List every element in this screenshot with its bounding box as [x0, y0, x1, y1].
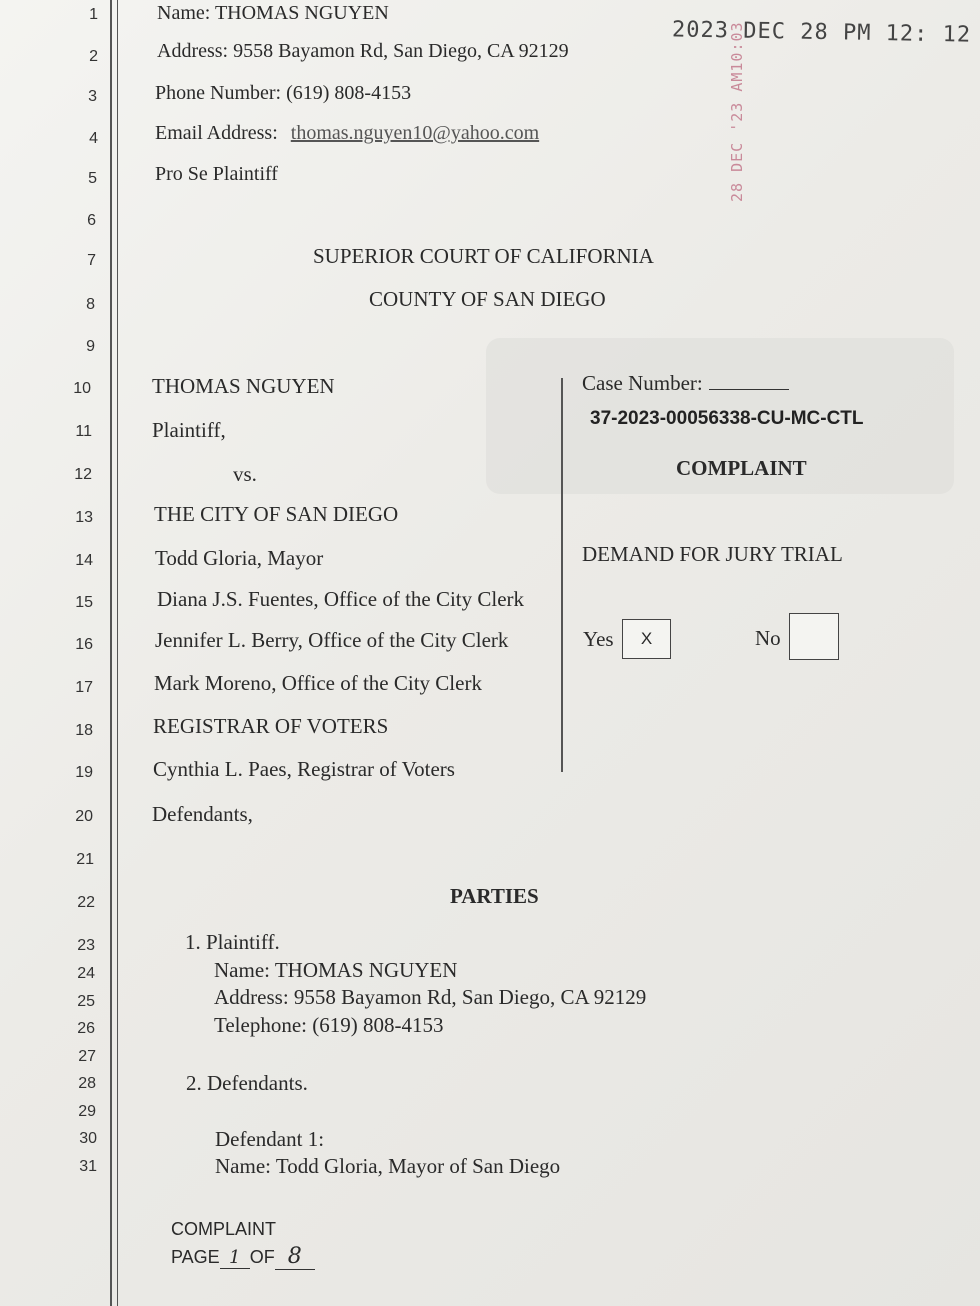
line-number: 9 [86, 338, 95, 355]
line-number: 24 [77, 965, 95, 982]
line-number: 8 [86, 296, 95, 313]
email-value: thomas.nguyen10@yahoo.com [290, 122, 540, 144]
party-1-phone: Telephone: (619) 808-4153 [214, 1013, 444, 1037]
footer-page-num: 1 [220, 1247, 250, 1269]
email-label: Email Address: [155, 122, 278, 144]
party-2-label: 2. Defendants. [186, 1071, 308, 1095]
caption-defendant-2: Todd Gloria, Mayor [155, 546, 324, 570]
party-1-address: Address: 9558 Bayamon Rd, San Diego, CA 92129 [214, 985, 647, 1009]
filer-email [155, 122, 539, 145]
defendant-1-name: Name: Todd Gloria, Mayor of San Diego [215, 1154, 561, 1178]
line-number: 30 [79, 1130, 97, 1147]
caption-defendant-3: Diana J.S. Fuentes, Office of the City Clerk [157, 587, 525, 611]
caption-divider [561, 378, 563, 772]
line-number: 3 [88, 88, 97, 105]
caption-defendants-label: Defendants, [152, 802, 253, 826]
filer-name: Name: THOMAS NGUYEN [157, 2, 389, 24]
party-1-name: Name: THOMAS NGUYEN [214, 958, 458, 982]
received-stamp: 28 DEC '23 AM10:03 [728, 21, 746, 202]
case-number-value: 37-2023-00056338-CU-MC-CTL [590, 408, 864, 429]
filed-stamp: 2023 DEC 28 PM 12: 12 [671, 17, 972, 48]
case-number-label: Case Number: [582, 371, 789, 396]
line-number: 21 [76, 851, 94, 868]
line-number: 14 [75, 552, 93, 569]
caption-plaintiff: THOMAS NGUYEN [152, 374, 335, 398]
line-number: 1 [89, 6, 98, 23]
line-number: 16 [75, 636, 93, 653]
caption-plaintiff-label: Plaintiff, [152, 418, 226, 442]
line-number: 2 [89, 48, 98, 65]
court-name: SUPERIOR COURT OF CALIFORNIA [313, 244, 654, 268]
document-title: COMPLAINT [676, 456, 807, 480]
line-number: 6 [87, 212, 96, 229]
line-number: 23 [77, 937, 95, 954]
jury-no-checkbox[interactable] [789, 613, 839, 660]
caption-defendant-6: REGISTRAR OF VOTERS [153, 714, 389, 738]
footer-page-label: PAGE [171, 1247, 220, 1267]
defendant-1-label: Defendant 1: [215, 1127, 325, 1151]
line-number: 19 [75, 764, 93, 781]
line-number: 7 [87, 252, 96, 269]
line-number: 31 [79, 1158, 97, 1175]
line-number: 27 [78, 1048, 96, 1065]
line-number: 4 [89, 130, 98, 147]
line-number: 11 [75, 423, 92, 440]
caption-defendant-4: Jennifer L. Berry, Office of the City Clerk [155, 628, 509, 652]
court-county: COUNTY OF SAN DIEGO [369, 287, 606, 311]
jury-yes-label: Yes [583, 627, 614, 651]
margin-line-left [110, 0, 112, 1306]
filer-role: Pro Se Plaintiff [155, 163, 278, 185]
jury-demand-label: DEMAND FOR JURY TRIAL [582, 542, 843, 566]
caption-defendant-7: Cynthia L. Paes, Registrar of Voters [153, 757, 455, 781]
line-number: 28 [78, 1075, 96, 1092]
line-number: 18 [75, 722, 93, 739]
caption-defendant-5: Mark Moreno, Office of the City Clerk [154, 671, 482, 695]
line-number: 15 [75, 594, 93, 611]
caption-defendant-1: THE CITY OF SAN DIEGO [154, 502, 399, 526]
footer-page-total: 8 [275, 1244, 315, 1270]
footer-complaint: COMPLAINT [171, 1219, 277, 1239]
line-number: 26 [77, 1020, 95, 1037]
jury-yes-mark: X [640, 629, 653, 648]
line-number: 5 [88, 170, 97, 187]
parties-heading: PARTIES [450, 884, 539, 908]
margin-line-left-2 [117, 0, 118, 1306]
footer-of-label: OF [249, 1247, 275, 1267]
line-number: 17 [75, 679, 93, 696]
line-number: 20 [75, 808, 93, 825]
line-number: 10 [73, 380, 91, 397]
filer-phone: Phone Number: (619) 808-4153 [155, 82, 412, 104]
caption-vs: vs. [233, 462, 257, 486]
party-1-label: 1. Plaintiff. [185, 930, 280, 954]
line-number: 25 [77, 993, 95, 1010]
line-number: 13 [75, 509, 93, 526]
line-number: 29 [78, 1103, 96, 1120]
jury-yes-checkbox[interactable] [622, 619, 671, 659]
line-number: 12 [74, 466, 92, 483]
jury-no-label: No [755, 626, 781, 650]
line-number: 22 [77, 894, 95, 911]
footer-page [171, 1244, 315, 1270]
filer-address: Address: 9558 Bayamon Rd, San Diego, CA 92129 [157, 40, 569, 62]
